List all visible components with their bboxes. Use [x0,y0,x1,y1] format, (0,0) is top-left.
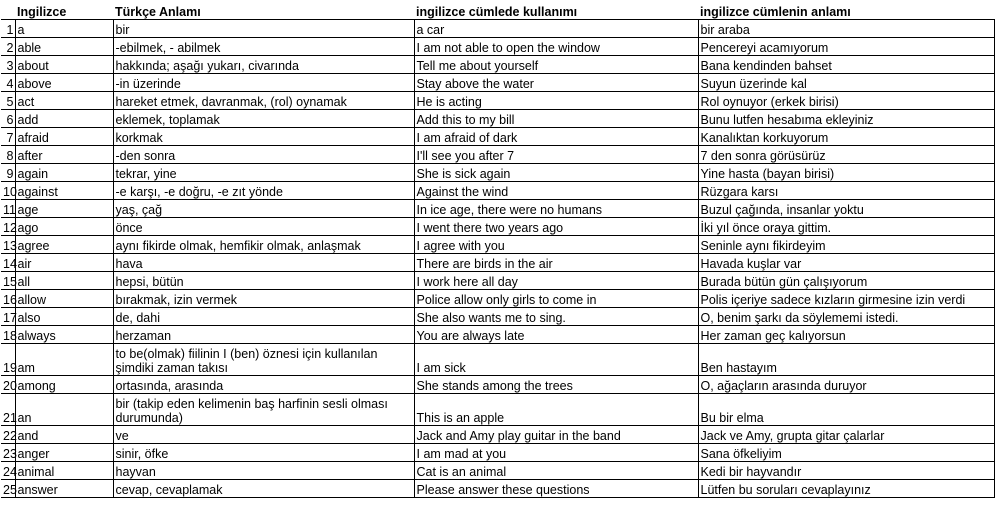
table-row [1,462,994,480]
table-row [1,38,994,56]
row-number: 24 [1,462,15,480]
word-cell: ago [15,218,113,236]
usage-cell: She stands among the trees [414,376,698,394]
meaning-cell: -e karşı, -e doğru, -e zıt yönde [113,182,414,200]
meaning-cell: cevap, cevaplamak [113,480,414,498]
table-row [1,480,994,498]
meaning-cell: ve [113,426,414,444]
header-usage: ingilizce cümlede kullanımı [414,2,698,20]
translation-cell: İki yıl önce oraya gittim. [698,218,994,236]
table-row [1,146,994,164]
usage-cell: I agree with you [414,236,698,254]
meaning-cell: hakkında; aşağı yukarı, civarında [113,56,414,74]
meaning-cell: hareket etmek, davranmak, (rol) oynamak [113,92,414,110]
word-cell: about [15,56,113,74]
word-cell: am [15,344,113,376]
word-cell: act [15,92,113,110]
table-row [1,128,994,146]
row-number: 7 [1,128,15,146]
row-number: 14 [1,254,15,272]
meaning-cell: hava [113,254,414,272]
usage-cell: He is acting [414,92,698,110]
usage-cell: I am sick [414,344,698,376]
table-row [1,164,994,182]
meaning-cell: herzaman [113,326,414,344]
row-number: 20 [1,376,15,394]
table-row [1,308,994,326]
row-number: 4 [1,74,15,92]
table-row [1,376,994,394]
translation-cell: Bu bir elma [698,394,994,426]
usage-cell: This is an apple [414,394,698,426]
translation-cell: Buzul çağında, insanlar yoktu [698,200,994,218]
usage-cell: I am afraid of dark [414,128,698,146]
translation-cell: Yine hasta (bayan birisi) [698,164,994,182]
translation-cell: Bunu lutfen hesabıma ekleyiniz [698,110,994,128]
usage-cell: I went there two years ago [414,218,698,236]
meaning-cell: de, dahi [113,308,414,326]
table-row [1,394,994,426]
word-cell: afraid [15,128,113,146]
word-cell: also [15,308,113,326]
meaning-cell: tekrar, yine [113,164,414,182]
meaning-cell: ortasında, arasında [113,376,414,394]
header-meaning: Türkçe Anlamı [113,2,414,20]
usage-cell: Add this to my bill [414,110,698,128]
word-cell: allow [15,290,113,308]
usage-cell: I work here all day [414,272,698,290]
usage-cell: She is sick again [414,164,698,182]
usage-cell: Please answer these questions [414,480,698,498]
word-cell: after [15,146,113,164]
translation-cell: Rüzgara karsı [698,182,994,200]
table-row [1,444,994,462]
translation-cell: bir araba [698,20,994,38]
table-row [1,182,994,200]
meaning-cell: -den sonra [113,146,414,164]
table-row [1,200,994,218]
vocabulary-table [1,2,995,498]
row-number: 2 [1,38,15,56]
usage-cell: I am mad at you [414,444,698,462]
word-cell: always [15,326,113,344]
word-cell: age [15,200,113,218]
meaning-cell: eklemek, toplamak [113,110,414,128]
row-number: 23 [1,444,15,462]
table-row [1,272,994,290]
translation-cell: Sana öfkeliyim [698,444,994,462]
word-cell: an [15,394,113,426]
usage-cell: You are always late [414,326,698,344]
translation-cell: Lütfen bu soruları cevaplayınız [698,480,994,498]
word-cell: among [15,376,113,394]
usage-cell: Police allow only girls to come in [414,290,698,308]
usage-cell: I am not able to open the window [414,38,698,56]
row-number: 17 [1,308,15,326]
translation-cell: Suyun üzerinde kal [698,74,994,92]
usage-cell: Jack and Amy play guitar in the band [414,426,698,444]
table-body [1,20,994,498]
table-row [1,56,994,74]
row-number: 19 [1,344,15,376]
word-cell: answer [15,480,113,498]
header-word: Ingilizce [15,2,113,20]
usage-cell: Tell me about yourself [414,56,698,74]
usage-cell: She also wants me to sing. [414,308,698,326]
meaning-cell: aynı fikirde olmak, hemfikir olmak, anlaşmak [113,236,414,254]
meaning-cell: -in üzerinde [113,74,414,92]
table-row [1,236,994,254]
row-number: 16 [1,290,15,308]
word-cell: a [15,20,113,38]
word-cell: and [15,426,113,444]
row-number: 1 [1,20,15,38]
table-row [1,110,994,128]
table-row [1,92,994,110]
meaning-cell: -ebilmek, - abilmek [113,38,414,56]
word-cell: again [15,164,113,182]
word-cell: add [15,110,113,128]
meaning-cell: korkmak [113,128,414,146]
row-number: 8 [1,146,15,164]
word-cell: animal [15,462,113,480]
usage-cell: There are birds in the air [414,254,698,272]
meaning-cell: hepsi, bütün [113,272,414,290]
row-number: 9 [1,164,15,182]
usage-cell: Cat is an animal [414,462,698,480]
translation-cell: Polis içeriye sadece kızların girmesine izin verdi [698,290,994,308]
row-number: 21 [1,394,15,426]
word-cell: all [15,272,113,290]
row-number: 22 [1,426,15,444]
table-row [1,426,994,444]
row-number: 12 [1,218,15,236]
translation-cell: Rol oynuyor (erkek birisi) [698,92,994,110]
usage-cell: a car [414,20,698,38]
row-number: 13 [1,236,15,254]
table-row [1,218,994,236]
row-number: 15 [1,272,15,290]
usage-cell: Against the wind [414,182,698,200]
translation-cell: Kanalıktan korkuyorum [698,128,994,146]
translation-cell: O, ağaçların arasında duruyor [698,376,994,394]
word-cell: able [15,38,113,56]
table-row [1,326,994,344]
table-row [1,254,994,272]
row-number: 11 [1,200,15,218]
row-number: 25 [1,480,15,498]
translation-cell: Ben hastayım [698,344,994,376]
table-row [1,344,994,376]
header-row [1,2,994,20]
translation-cell: Pencereyi acamıyorum [698,38,994,56]
usage-cell: Stay above the water [414,74,698,92]
meaning-cell: hayvan [113,462,414,480]
translation-cell: Seninle aynı fikirdeyim [698,236,994,254]
table-row [1,20,994,38]
meaning-cell: to be(olmak) fiilinin I (ben) öznesi için kullanılan şimdiki zaman takısı [113,344,414,376]
row-number: 6 [1,110,15,128]
row-number: 3 [1,56,15,74]
translation-cell: Jack ve Amy, grupta gitar çalarlar [698,426,994,444]
meaning-cell: önce [113,218,414,236]
meaning-cell: bir [113,20,414,38]
header-sentence-meaning: ingilizce cümlenin anlamı [698,2,994,20]
table-row [1,74,994,92]
translation-cell: 7 den sonra görüsürüz [698,146,994,164]
meaning-cell: bırakmak, izin vermek [113,290,414,308]
translation-cell: Bana kendinden bahset [698,56,994,74]
row-number: 18 [1,326,15,344]
translation-cell: O, benim şarkı da söylememi istedi. [698,308,994,326]
translation-cell: Kedi bir hayvandır [698,462,994,480]
word-cell: anger [15,444,113,462]
meaning-cell: sinir, öfke [113,444,414,462]
row-number: 10 [1,182,15,200]
translation-cell: Burada bütün gün çalışıyorum [698,272,994,290]
row-number: 5 [1,92,15,110]
word-cell: against [15,182,113,200]
translation-cell: Havada kuşlar var [698,254,994,272]
word-cell: agree [15,236,113,254]
usage-cell: In ice age, there were no humans [414,200,698,218]
header-index [1,2,15,20]
table-row [1,290,994,308]
meaning-cell: yaş, çağ [113,200,414,218]
translation-cell: Her zaman geç kalıyorsun [698,326,994,344]
usage-cell: I'll see you after 7 [414,146,698,164]
word-cell: above [15,74,113,92]
meaning-cell: bir (takip eden kelimenin baş harfinin sesli olması durumunda) [113,394,414,426]
word-cell: air [15,254,113,272]
